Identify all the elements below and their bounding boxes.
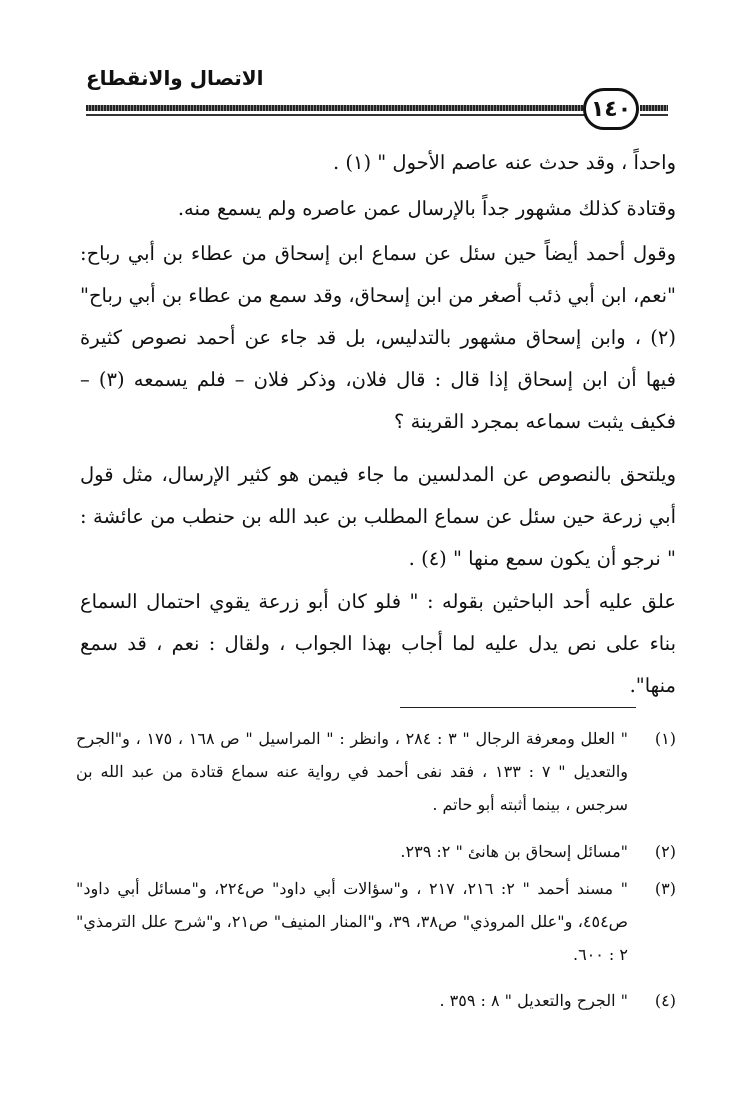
footnote-4: [76, 984, 676, 1017]
footnote-1: [76, 722, 676, 821]
header-rule-right-thin: [640, 114, 668, 116]
running-header-title: الاتصال والانقطاع: [86, 66, 264, 90]
paragraph-2: وقتادة كذلك مشهور جداً بالإرسال عمن عاصره ولم يسمع منه.: [177, 197, 676, 220]
header-rule: [86, 105, 592, 111]
footnote-number: (٤): [654, 991, 676, 1010]
paragraph-3: وقول أحمد أيضاً حين سئل عن سماع ابن إسحاق من عطاء بن أبي رباح: "نعم، ابن أبي ذئب أصغر من ابن إسحاق، وقد سمع من عطاء بن أبي رباح" (٢) ، وابن إسحاق مشهور بالتدليس، بل قد جاء عن أحمد نصوص كثيرة فيها أن ابن إسحاق إذا قال : قال فلان، وذكر فلان – فلم يسمعه (٣) – فكيف يثبت سماعه بمجرد القرينة ؟: [80, 242, 676, 433]
footnote-text: "مسائل إسحاق بن هانئ " ٢: ٢٣٩.: [400, 842, 628, 861]
footnote-number: (٣): [654, 879, 676, 898]
footnote-text: " العلل ومعرفة الرجال " ٣ : ٢٨٤ ، وانظر : " المراسيل " ص ١٦٨ ، ١٧٥ ، و"الجرح والتعديل " ٧ : ١٣٣ ، فقد نفى أحمد في رواية عنه سماع قتادة من عبد الله بن سرجس ، بينما أثبته أبو حاتم .: [76, 729, 629, 814]
footnote-divider: [400, 707, 636, 708]
footnote-number: (١): [654, 729, 676, 748]
page-number-badge: ١٤٠: [583, 88, 639, 130]
header-rule-thin: [86, 114, 592, 116]
footnote-number: (٢): [654, 842, 676, 861]
footnote-text: " مسند أحمد " ٢: ٢١٦، ٢١٧ ، و"سؤالات أبي داود" ص٢٢٤، و"مسائل أبي داود" ص٤٥٤، و"علل المروذي" ص٣٨، ٣٩، و"المنار المنيف" ص٢١، و"شرح علل الترمذي" ٢ : ٦٠٠.: [76, 879, 629, 964]
header-rule-right: [640, 105, 668, 111]
footnote-2: [76, 835, 676, 868]
footnote-3: [76, 872, 676, 971]
footnote-text: " الجرح والتعديل " ٨ : ٣٥٩ .: [439, 991, 628, 1010]
paragraph-4: ويلتحق بالنصوص عن المدلسين ما جاء فيمن هو كثير الإرسال، مثل قول أبي زرعة حين سئل عن سماع المطلب بن عبد الله بن حنطب من عائشة : " نرجو أن يكون سمع منها " (٤) .: [80, 463, 676, 570]
paragraph-5: علق عليه أحد الباحثين بقوله : " فلو كان أبو زرعة يقوي احتمال السماع بناء على نص يدل عليه لما أجاب بهذا الجواب ، ولقال : نعم ، قد سمع منها".: [80, 590, 676, 697]
paragraph-1: واحداً ، وقد حدث عنه عاصم الأحول " (١) .: [332, 151, 676, 174]
